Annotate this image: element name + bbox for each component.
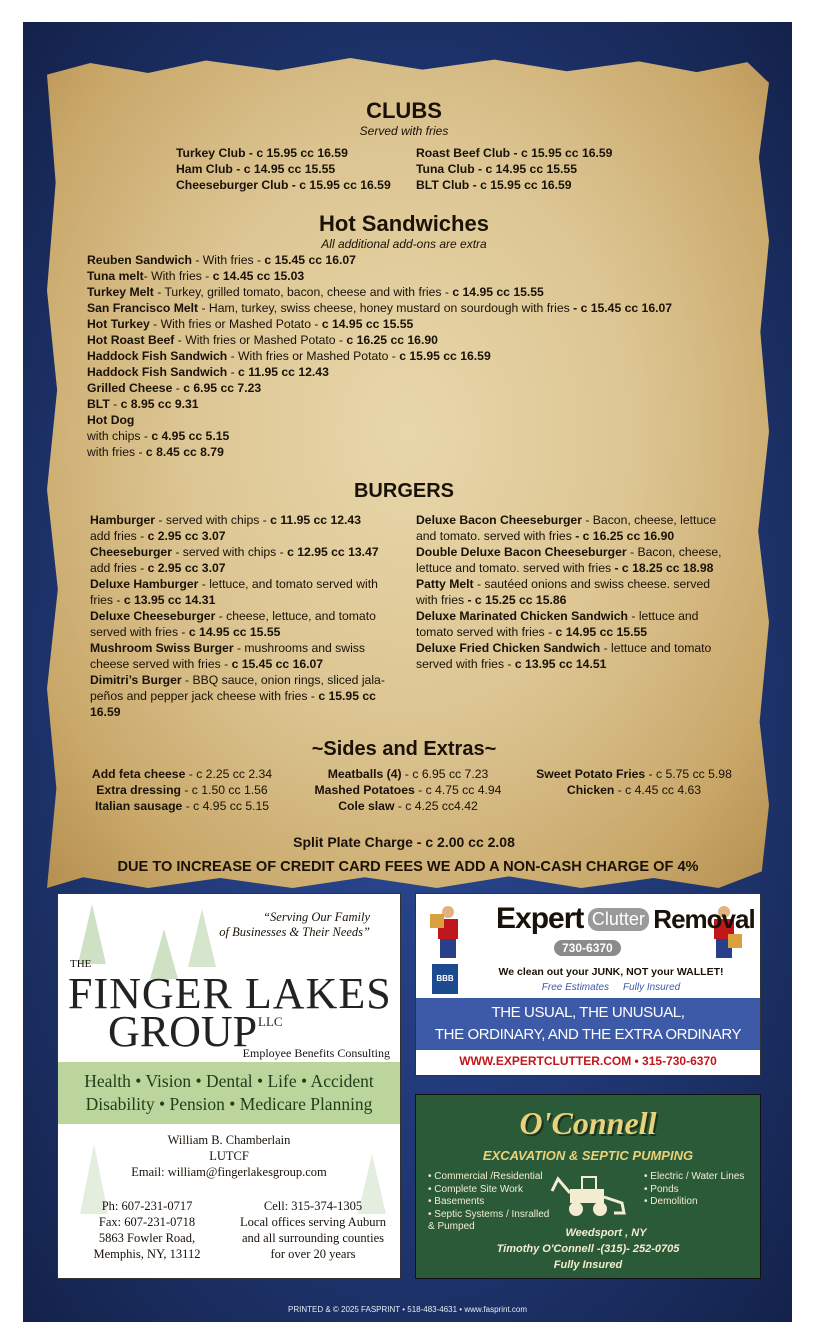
finger-lakes-logo-line1: FINGER LAKES [68,969,392,1018]
mover-icon [430,906,466,958]
menu-item: Roast Beef Club - c 15.95 cc 16.59 [416,146,613,160]
finger-lakes-services: Health • Vision • Dental • Life • Accident Disability • Pension • Medicare Planning [58,1062,400,1124]
oconnell-insured: Fully Insured [553,1259,623,1271]
menu-item: Deluxe Marinated Chicken Sandwich - lettuce and tomato served with fries - c 14.95 cc 15.55 [416,609,699,639]
oconnell-ad [415,1094,761,1279]
menu-item: Add feta cheese - c 2.25 cc 2.34 [91,767,273,781]
menu-item: Haddock Fish Sandwich - c 11.95 cc 12.43 [87,365,329,379]
oconnell-services-right: • Electric / Water Lines • Ponds • Demolition [644,1171,745,1208]
menu-item: Deluxe Hamburger - lettuce, and tomato served with fries - c 13.95 cc 14.31 [90,577,378,607]
menu-item: Deluxe Fried Chicken Sandwich - lettuce and tomato served with fries - c 13.95 cc 14.51 [416,641,712,671]
oconnell-logo: O'Connell [519,1105,657,1141]
menu-item: Mashed Potatoes - c 4.75 cc 4.94 [314,783,502,797]
burgers-right-column [416,512,726,672]
menu-item: BLT Club - c 15.95 cc 16.59 [416,178,572,192]
finger-lakes-subtitle: Employee Benefits Consulting [242,1046,390,1060]
hot-sandwiches-title: Hot Sandwiches [319,211,489,236]
finger-lakes-ad [57,893,401,1279]
menu-item: Hot Roast Beef - With fries or Mashed Potato - c 16.25 cc 16.90 [87,333,438,347]
menu-item: with fries - c 8.45 cc 8.79 [87,445,224,459]
expert-logo: Expert Clutter Removal [496,902,755,935]
menu-item: Meatballs (4) - c 6.95 cc 7.23 [327,767,489,781]
tree-icon [188,909,216,967]
menu-item: Reuben Sandwich - With fries - c 15.45 cc 16.07 [87,253,356,267]
menu-item: Dimitri’s Burger - BBQ sauce, onion rings, sliced jala-peños and pepper jack cheese with fries - c 15.95 cc 16.59 [90,673,385,719]
expert-phone-badge: 730-6370 [554,940,621,956]
oconnell-services-left: • Commercial /Residential • Complete Site Work • Basements • Septic Systems / Insralled & Pumped [428,1171,550,1233]
menu-item: Double Deluxe Bacon Cheeseburger - Bacon, cheese, lettuce and tomato. served with fries - c 18.25 cc 18.98 [416,545,722,575]
menu-item: Deluxe Cheeseburger - cheese, lettuce, and tomato served with fries - c 14.95 cc 15.55 [90,609,376,639]
sides-column-2 [303,766,513,814]
menu-item: Hot Dog [87,413,135,427]
backhoe-icon [550,1169,630,1219]
finger-lakes-offices: Cell: 315-374-1305 Local offices serving Auburn and all surrounding counties for over 20 years [240,1199,386,1261]
menu-item: Deluxe Bacon Cheeseburger - Bacon, cheese, lettuce and tomato. served with fries - c 16.25 cc 16.90 [416,513,717,543]
credit-card-notice: DUE TO INCREASE OF CREDIT CARD FEES WE ADD A NON-CASH CHARGE OF 4% [117,859,699,875]
menu-item: Extra dressing - c 1.50 cc 1.56 [96,783,268,797]
oconnell-subtitle: EXCAVATION & SEPTIC PUMPING [482,1148,694,1163]
split-plate-charge: Split Plate Charge - c 2.00 cc 2.08 [293,834,515,850]
burgers-left-column [90,512,390,720]
menu-item: BLT - c 8.95 cc 9.31 [87,397,199,411]
menu-item: Cole slaw - c 4.25 cc4.42 [338,799,478,813]
clubs-left-column [176,145,391,193]
menu-item: Turkey Club - c 15.95 cc 16.59 [176,146,348,160]
clubs-right-column [416,145,612,193]
menu-item: Cheeseburger Club - c 15.95 cc 16.59 [176,178,391,192]
finger-lakes-contact: William B. Chamberlain LUTCF Email: william@fingerlakesgroup.com [131,1133,327,1179]
menu-item: add fries - c 2.95 cc 3.07 [90,561,226,575]
clubs-subtitle: Served with fries [359,124,449,138]
oconnell-contact: Timothy O'Connell -(315)- 252-0705 [496,1243,680,1255]
oconnell-town: Weedsport , NY [565,1227,647,1239]
parchment-background [47,58,769,888]
sides-title: ~Sides and Extras~ [311,738,497,760]
menu-item: Sweet Potato Fries - c 5.75 cc 5.98 [536,767,732,781]
menu-item: Mushroom Swiss Burger - mushrooms and swiss cheese served with fries - c 15.45 cc 16.07 [90,641,365,671]
hot-sandwiches-list [87,252,727,460]
menu-item: Ham Club - c 14.95 cc 15.55 [176,162,336,176]
hot-sandwiches-subtitle: All additional add-ons are extra [321,237,487,251]
expert-website: WWW.EXPERTCLUTTER.COM • 315-730-6370 [459,1054,717,1068]
menu-item: Tuna melt- With fries - c 14.45 cc 15.03 [87,269,305,283]
menu-item: Italian sausage - c 4.95 cc 5.15 [94,799,270,813]
sides-column-3 [524,766,744,798]
bbb-icon: BBB [432,964,458,994]
menu-item: Chicken - c 4.45 cc 4.63 [566,783,702,797]
finger-lakes-the: THE [70,958,92,970]
sides-column-1 [82,766,282,814]
menu-item: San Francisco Melt - Ham, turkey, swiss cheese, honey mustard on sourdough with fries - c 15.45 cc 16.07 [87,301,673,315]
menu-item: Patty Melt - sautéed onions and swiss cheese. served with fries - c 15.25 cc 15.86 [416,577,711,607]
menu-item: add fries - c 2.95 cc 3.07 [90,529,226,543]
finger-lakes-llc: LLC [258,1014,283,1029]
expert-estimates: Free Estimates Fully Insured [541,982,681,993]
finger-lakes-tagline: “Serving Our Family of Businesses & Their Needs” [219,910,370,939]
finger-lakes-address: Ph: 607-231-0717 Fax: 607-231-0718 5863 Fowler Road, Memphis, NY, 13112 [93,1199,201,1261]
tree-icon [78,904,106,964]
menu-item: with chips - c 4.95 cc 5.15 [87,429,230,443]
finger-lakes-logo-line2: GROUP [108,1007,258,1056]
menu-item: Haddock Fish Sandwich - With fries or Mashed Potato - c 15.95 cc 16.59 [87,349,491,363]
expert-clutter-ad [415,893,761,1076]
menu-item: Grilled Cheese - c 6.95 cc 7.23 [87,381,262,395]
footer-credit: PRINTED & © 2025 FASPRINT • 518-483-4631 • www.fasprint.com [288,1305,527,1314]
menu-item: Tuna Club - c 14.95 cc 15.55 [416,162,577,176]
menu-item: Hamburger - served with chips - c 11.95 cc 12.43 [90,513,361,527]
expert-banner: THE USUAL, THE UNUSUAL, THE ORDINARY, AND THE EXTRA ORDINARY [416,998,760,1050]
burgers-title: BURGERS [353,480,454,502]
menu-item: Turkey Melt - Turkey, grilled tomato, bacon, cheese and with fries - c 14.95 cc 15.55 [87,285,544,299]
clubs-title: CLUBS [366,98,442,123]
expert-tagline: We clean out your JUNK, NOT your WALLET! [498,966,724,978]
menu-item: Hot Turkey - With fries or Mashed Potato - c 14.95 cc 15.55 [87,317,414,331]
menu-item: Cheeseburger - served with chips - c 12.95 cc 13.47 [90,545,379,559]
